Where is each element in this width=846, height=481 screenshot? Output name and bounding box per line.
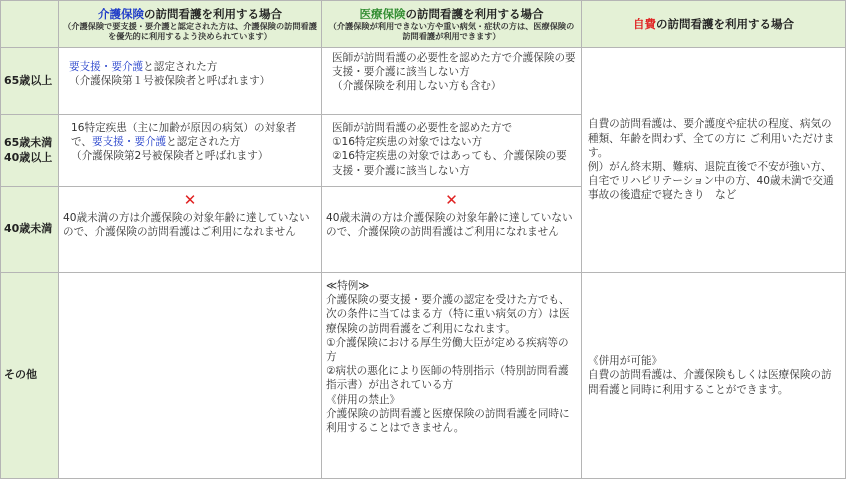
header-self-pay: 自費の訪問看護を利用する場合 — [582, 1, 846, 48]
not-available-icon: ✕ — [183, 191, 197, 209]
medical-under-40-cell: ✕ 40歳未満の方は介護保険の対象年齢に達していないので、介護保険の訪問看護はご利用になれません — [322, 187, 582, 273]
medical-other-cell: ≪特例≫ 介護保険の要支援・要介護の認定を受けた方でも、次の条件に当てはまる方（特に重い病気の方）は医療保険の訪問看護をご利用になれます。 ①介護保険における厚生労働大臣が定める疾病等の方 ②病状の悪化により医師の特別指示（特別訪問看護指示書）が出されている方 《併用の禁止》 介護保険の訪問看護と医療保険の訪問看護を同時に利用することはできません。 — [322, 273, 582, 479]
medical-insurance-label: 医療保険 — [359, 7, 406, 21]
header-corner — [1, 1, 59, 48]
medical-65-plus-cell: 医師が訪問看護の必要性を認めた方で介護保険の要支援・要介護に該当しない方 （介護保険を利用しない方も含む） — [322, 48, 582, 115]
medical-insurance-note: （介護保険が利用できない方や重い病気・症状の方は、医療保険の訪問看護が利用できます） — [328, 21, 575, 41]
row-label-40-64: 65歳未満 40歳以上 — [1, 115, 59, 187]
care-40-64-cell: 16特定疾患（主に加齢が原因の病気）の対象者で、要支援・要介護と認定された方 （介護保険第2号被保険者と呼ばれます） — [59, 115, 322, 187]
self-pay-label: 自費 — [633, 17, 656, 31]
medical-40-64-cell: 医師が訪問看護の必要性を認めた方で ①16特定疾患の対象ではない方 ②16特定疾患の対象ではあっても、介護保険の要支援・要介護に該当しない方 — [322, 115, 582, 187]
care-65-plus-cell: 要支援・要介護と認定された方 （介護保険第１号被保険者と呼ばれます） — [59, 48, 322, 115]
self-pay-other-cell: 《併用が可能》 自費の訪問看護は、介護保険もしくは医療保険の訪問看護と同時に利用することができます。 — [582, 273, 846, 479]
header-medical-insurance: 医療保険の訪問看護を利用する場合 （介護保険が利用できない方や重い病気・症状の方は、医療保険の訪問看護が利用できます） — [322, 1, 582, 48]
care-insurance-label: 介護保険 — [98, 7, 144, 21]
row-label-65-plus: 65歳以上 — [1, 48, 59, 115]
row-label-other: その他 — [1, 273, 59, 479]
header-care-insurance: 介護保険の訪問看護を利用する場合 （介護保険で要支援・要介護と認定された方は、介護保険の訪問看護を優先的に利用するよう決められています） — [59, 1, 322, 48]
row-label-under-40: 40歳未満 — [1, 187, 59, 273]
self-pay-ages-cell: 自費の訪問看護は、要介護度や症状の程度、病気の種類、年齢を問わず、全ての方に ご利用いただけます。 例）がん終末期、難病、退院直後で不安が強い方、自宅でリハビリテーション中の方、40歳未満で交通事故の後遺症で寝たきり など — [582, 48, 846, 273]
care-other-cell — [59, 273, 322, 479]
care-under-40-cell: ✕ 40歳未満の方は介護保険の対象年齢に達していないので、介護保険の訪問看護はご利用になれません — [59, 187, 322, 273]
not-available-icon: ✕ — [445, 191, 458, 209]
care-insurance-note: （介護保険で要支援・要介護と認定された方は、介護保険の訪問看護を優先的に利用するよう決められています） — [63, 21, 317, 41]
